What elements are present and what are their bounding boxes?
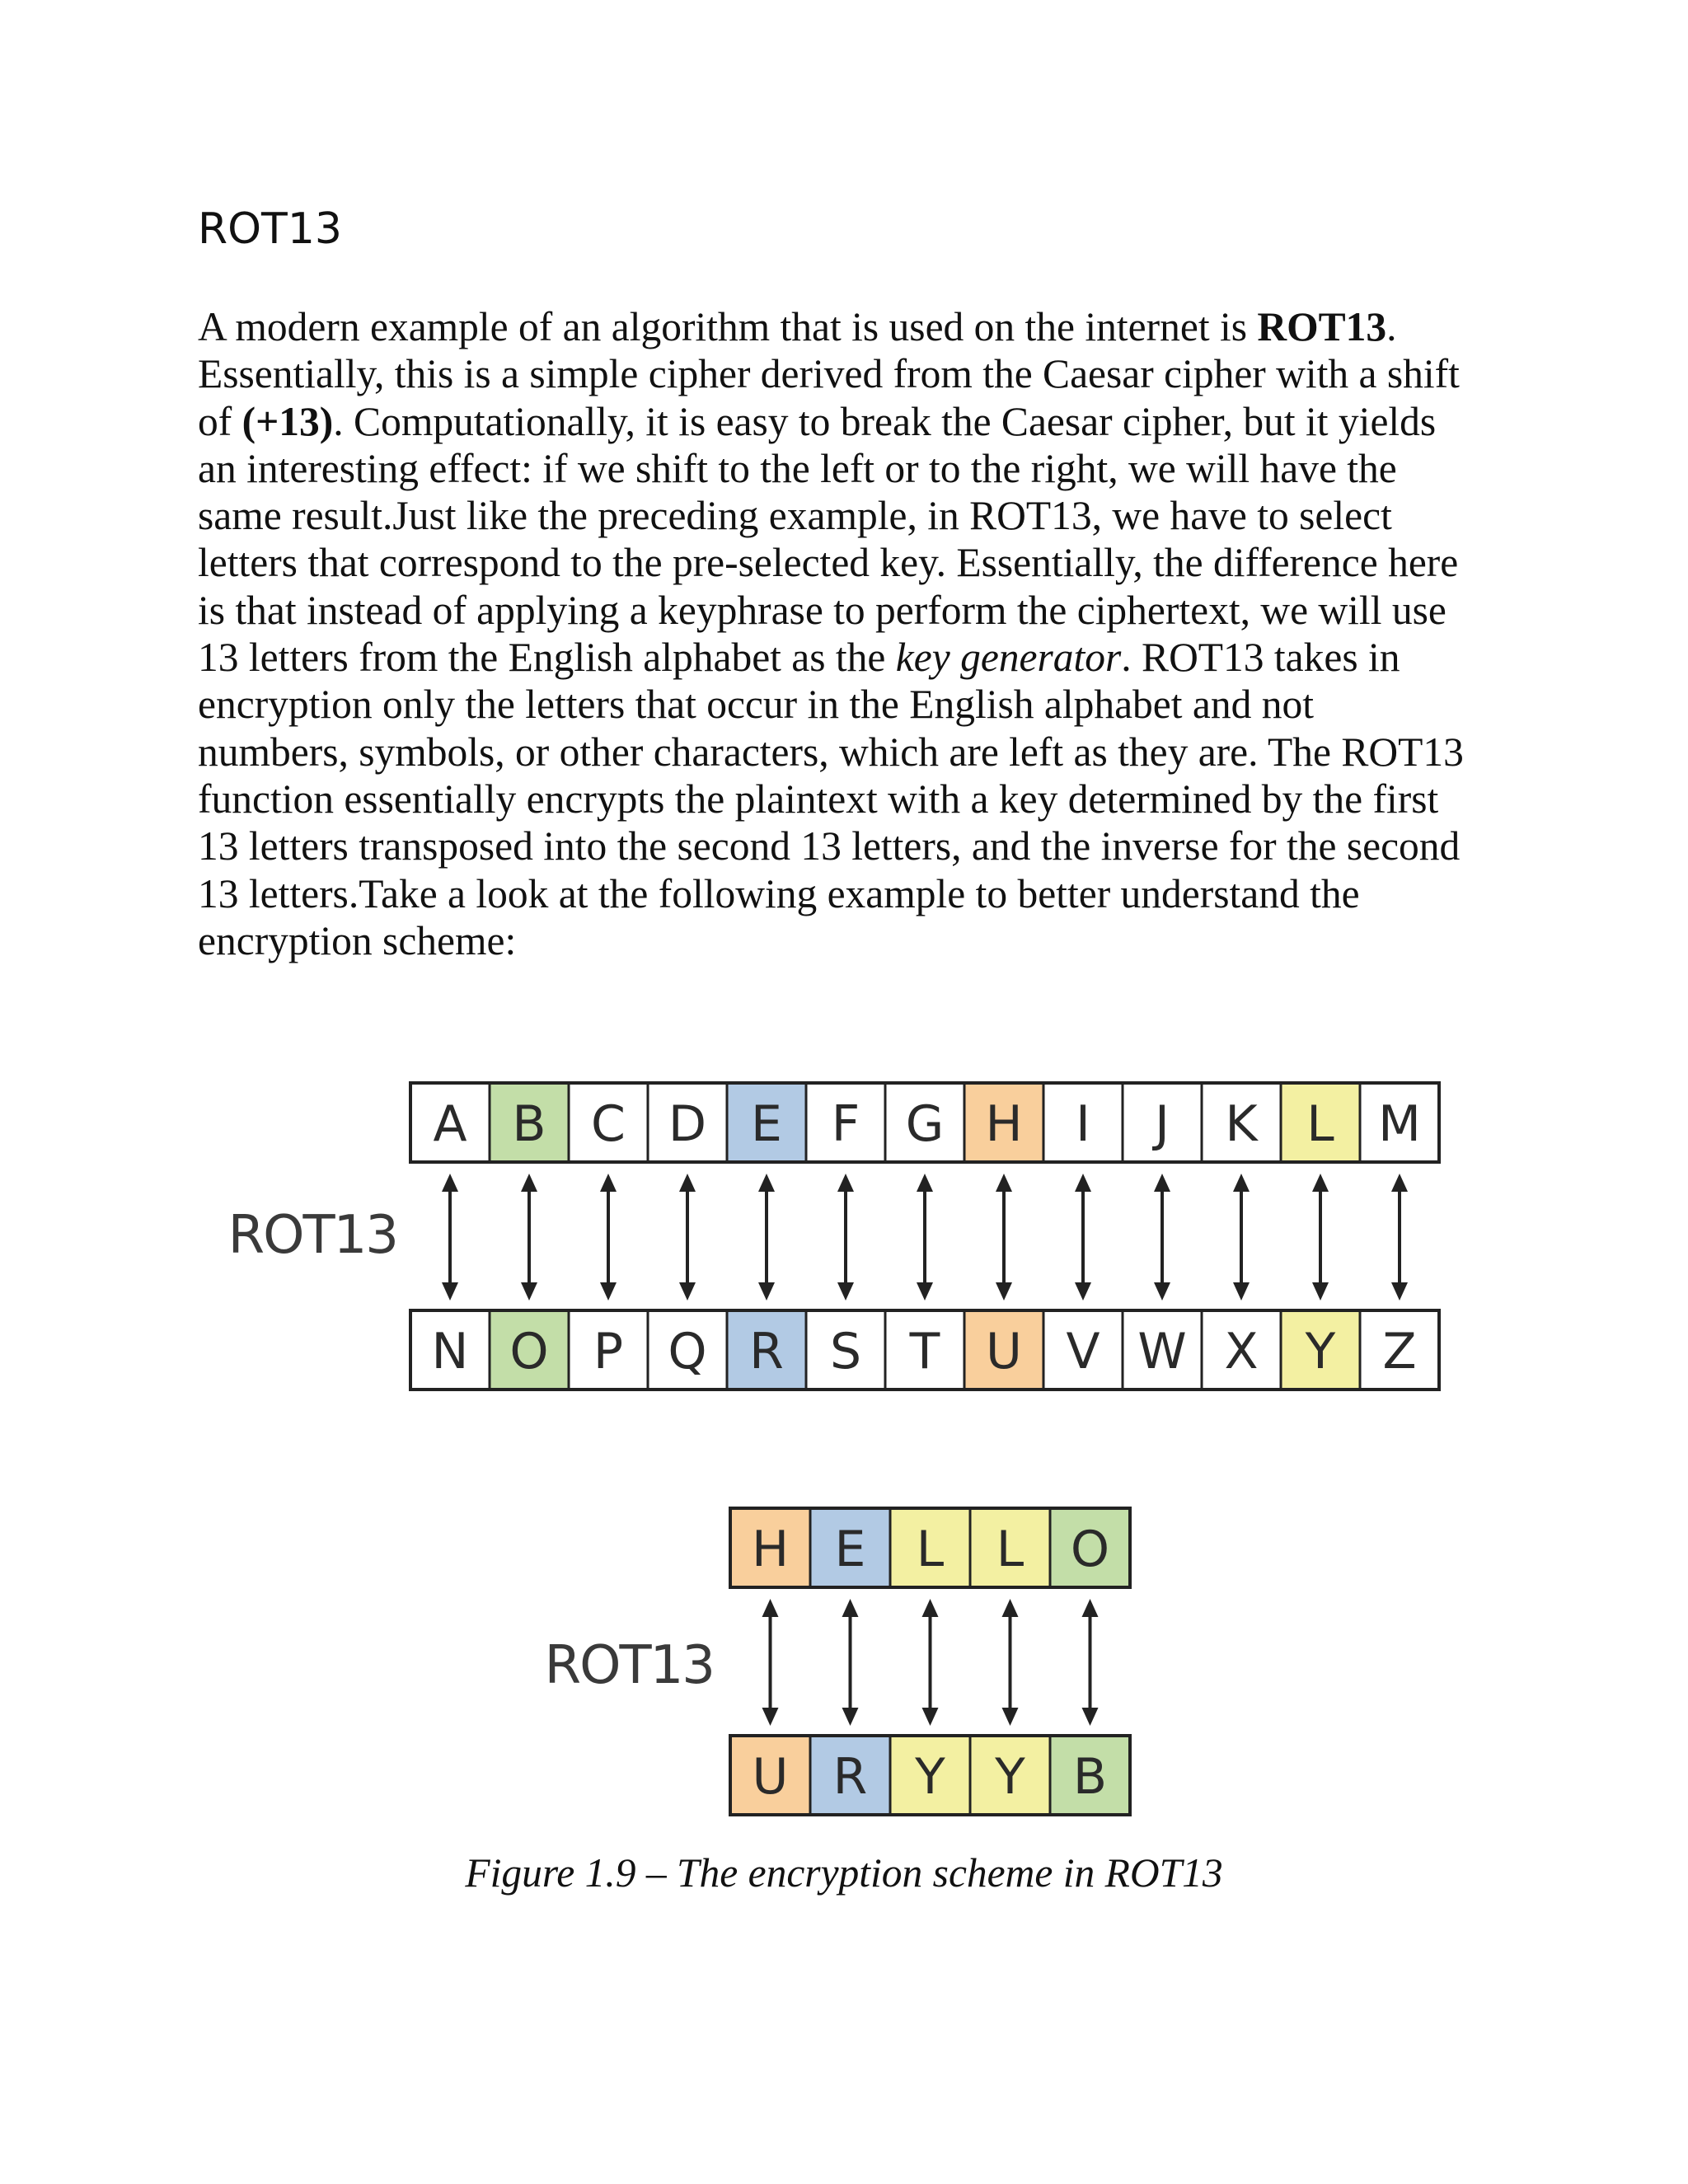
alphabet-bottom-row-letter: X	[1224, 1323, 1259, 1380]
word-top-row-letter: L	[996, 1521, 1025, 1578]
alphabet-top-row-letter: M	[1378, 1095, 1421, 1153]
word-top-row-letter: O	[1070, 1521, 1110, 1578]
alphabet-bottom-row-letter: S	[829, 1323, 862, 1380]
text-run: Essentially, this is a simple cipher derived from the Caesar cipher with a shift	[198, 351, 1460, 397]
text-run: .	[1386, 304, 1397, 349]
text-run: 13 letters from the English alphabet as the	[198, 635, 896, 681]
text-run: numbers, symbols, or other characters, which are left as they are. The ROT13	[198, 729, 1464, 775]
alphabet-arrow	[996, 1174, 1012, 1301]
italic-text: key generator	[895, 635, 1122, 681]
text-run: an interesting effect: if we shift to the left or to the right, we will have the	[198, 445, 1397, 491]
word-arrow	[842, 1599, 859, 1726]
word-bottom-row-letter: Y	[995, 1748, 1025, 1806]
alphabet-top-row-letter: E	[751, 1095, 782, 1153]
word-bottom-row-letter: R	[832, 1748, 868, 1806]
alphabet-arrow	[600, 1174, 617, 1301]
alphabet-arrow	[1312, 1174, 1329, 1301]
alphabet-bottom-row-letter: R	[749, 1323, 784, 1380]
word-arrow	[1082, 1599, 1099, 1726]
alphabet-arrow	[758, 1174, 775, 1301]
alphabet-top-row-letter: C	[591, 1095, 626, 1153]
word-arrow	[922, 1599, 939, 1726]
figure-caption: Figure 1.9 – The encryption scheme in ROT13	[465, 1850, 1223, 1896]
text-run: A modern example of an algorithm that is used on the internet is	[198, 304, 1258, 349]
word-bottom-row-letter: Y	[915, 1748, 945, 1806]
word-bottom-row-letter: U	[752, 1748, 789, 1806]
alphabet-bottom-row-letter: T	[909, 1323, 940, 1380]
alphabet-top-row-letter: A	[433, 1095, 467, 1153]
alphabet-top-row-letter: G	[905, 1095, 945, 1153]
alphabet-arrow	[521, 1174, 537, 1301]
alphabet-label: ROT13	[227, 1205, 397, 1266]
word-bottom-row-letter: B	[1072, 1748, 1108, 1806]
text-run: encryption scheme:	[198, 917, 517, 963]
alphabet-bottom-row-letter: V	[1066, 1323, 1100, 1380]
text-run: function essentially encrypts the plaintext with a key determined by the first	[198, 776, 1439, 822]
bold-text: (+13)	[241, 398, 334, 444]
alphabet-arrow	[1391, 1174, 1408, 1301]
alphabet-bottom-row-letter: Y	[1305, 1323, 1336, 1380]
alphabet-bottom-row-letter: W	[1137, 1323, 1187, 1380]
alphabet-top-row-letter: F	[831, 1095, 860, 1153]
alphabet-top-row-letter: D	[668, 1095, 707, 1153]
alphabet-arrow	[442, 1174, 458, 1301]
alphabet-bottom-row-letter: U	[986, 1323, 1022, 1380]
alphabet-arrow	[917, 1174, 933, 1301]
alphabet-bottom-row-letter: O	[509, 1323, 549, 1380]
word-label: ROT13	[544, 1635, 714, 1696]
text-run: 13 letters.Take a look at the following example to better understand the	[198, 870, 1360, 916]
alphabet-arrow	[1075, 1174, 1091, 1301]
alphabet-arrow	[679, 1174, 696, 1301]
text-run: 13 letters transposed into the second 13 letters, and the inverse for the second	[198, 823, 1461, 869]
alphabet-bottom-row-letter: Q	[668, 1323, 707, 1380]
text-run: is that instead of applying a keyphrase to perform the ciphertext, we will use	[198, 587, 1447, 633]
word-top-row-letter: E	[834, 1521, 866, 1578]
word-top-row-letter: L	[916, 1521, 945, 1578]
alphabet-top-row-letter: I	[1076, 1095, 1090, 1153]
alphabet-top-row-letter: B	[512, 1095, 546, 1153]
text-run: . ROT13 takes in	[1121, 635, 1400, 681]
alphabet-arrow	[1154, 1174, 1170, 1301]
alphabet-top-row-letter: K	[1225, 1095, 1258, 1153]
word-arrow	[1002, 1599, 1019, 1726]
alphabet-arrow	[837, 1174, 854, 1301]
alphabet-top-row-letter: H	[985, 1095, 1023, 1153]
text-run: encryption only the letters that occur in the English alphabet and not	[198, 682, 1314, 728]
alphabet-top-row-letter: L	[1306, 1095, 1334, 1153]
text-run: . Computationally, it is easy to break the Caesar cipher, but it yields	[333, 398, 1437, 444]
text-run: same result.Just like the preceding example, in ROT13, we have to select	[198, 493, 1392, 539]
alphabet-arrow	[1233, 1174, 1250, 1301]
text-run: letters that correspond to the pre-selected key. Essentially, the difference here	[198, 540, 1459, 586]
section-heading: ROT13	[198, 204, 342, 254]
alphabet-bottom-row-letter: N	[431, 1323, 469, 1380]
word-arrow	[762, 1599, 779, 1726]
bold-text: ROT13	[1257, 304, 1387, 349]
text-run: of	[198, 398, 242, 444]
alphabet-bottom-row-letter: Z	[1382, 1323, 1417, 1380]
alphabet-top-row-letter: J	[1155, 1095, 1170, 1153]
alphabet-bottom-row-letter: P	[593, 1323, 624, 1380]
word-top-row-letter: H	[751, 1521, 790, 1578]
